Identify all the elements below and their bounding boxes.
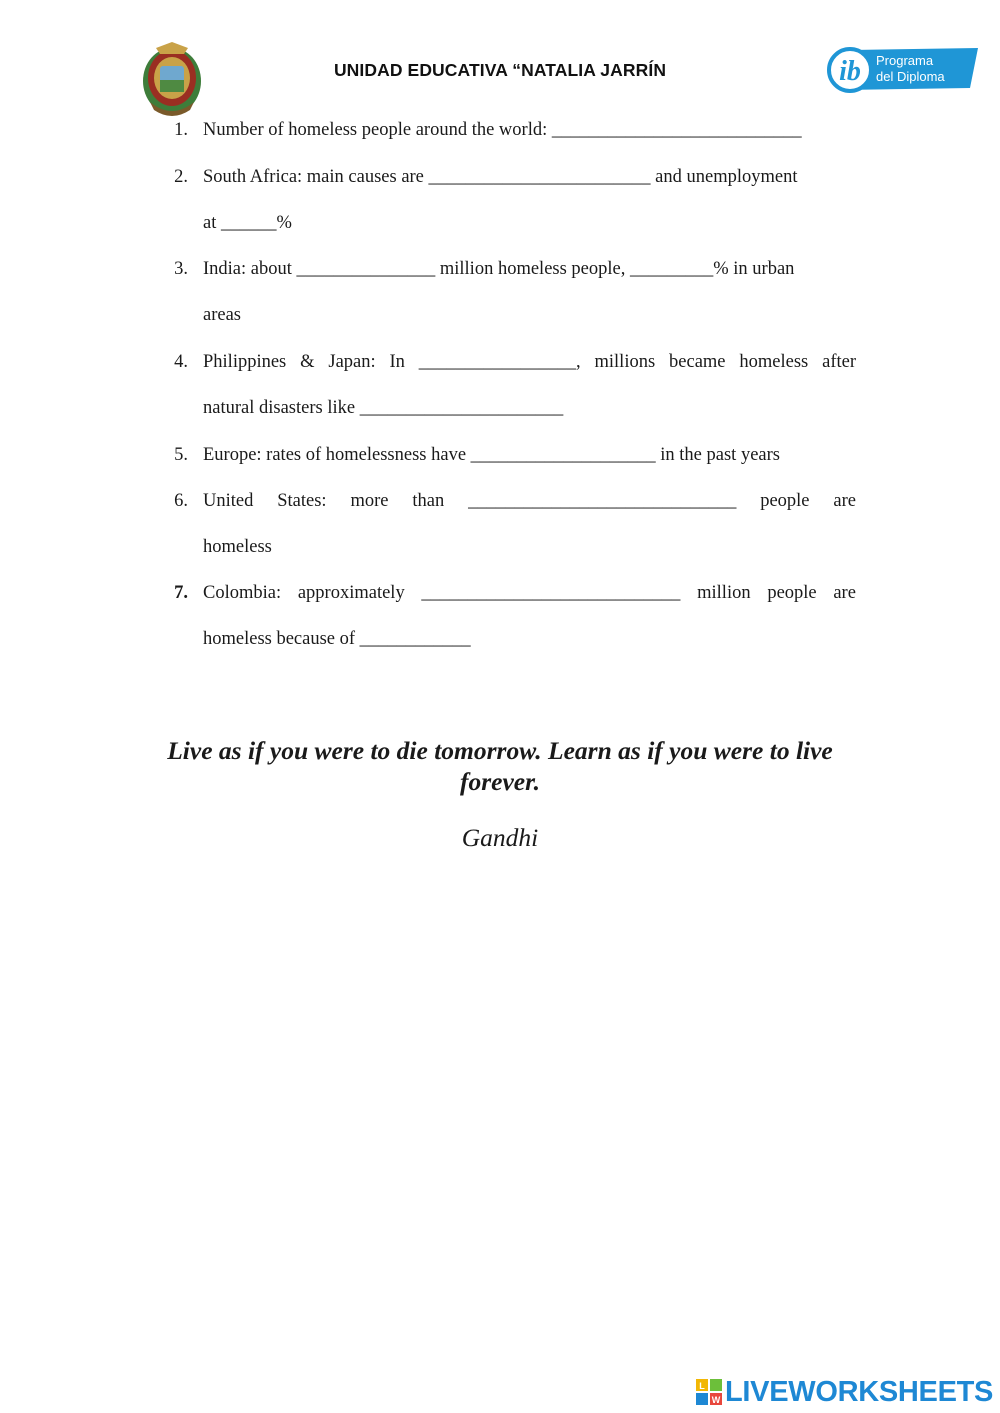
answer-blank: _____________________________ (468, 491, 737, 511)
liveworksheets-logo-icon (696, 1379, 722, 1405)
question-word: people (760, 491, 810, 511)
question-word: United (203, 491, 254, 511)
question-word: million (697, 583, 751, 603)
question-line (203, 581, 856, 605)
question-number: 1. (174, 120, 188, 140)
question-word: than (412, 491, 445, 511)
question-word: Japan: (328, 352, 376, 372)
question-number: 2. (174, 167, 188, 187)
question-word: States: (277, 491, 327, 511)
question-line: homeless (203, 537, 272, 557)
question-word: people (767, 583, 817, 603)
question-number: 4. (174, 352, 188, 372)
question-line: homeless because of ____________ (203, 629, 471, 649)
question-word: In (389, 352, 405, 372)
question-line: South Africa: main causes are ________________________ and unemployment (203, 167, 798, 187)
question-number: 7. (174, 583, 188, 603)
question-word: Colombia: (203, 583, 282, 603)
question-word: became (669, 352, 726, 372)
svg-text:W: W (711, 1395, 721, 1405)
question-line (203, 489, 856, 513)
question-line: natural disasters like ______________________ (203, 398, 564, 418)
question-line: at ______% (203, 213, 292, 233)
quote-author: Gandhi (461, 823, 539, 852)
question-line: Number of homeless people around the world: ___________________________ (203, 120, 802, 140)
question-word: more (350, 491, 389, 511)
question-word: are (833, 491, 856, 511)
question-line: Europe: rates of homelessness have ____________________ in the past years (203, 445, 780, 465)
answer-blank: _________________, (418, 352, 581, 372)
ib-diploma-programme-logo (824, 44, 980, 94)
liveworksheets-brand-text: LIVEWORKSHEETS (725, 1375, 994, 1408)
question-word: approximately (297, 583, 405, 603)
ib-logo-line2: del Diploma (876, 69, 945, 84)
question-word: after (822, 352, 856, 372)
question-line (203, 350, 856, 374)
question-word: Philippines (203, 352, 287, 372)
question-number: 6. (174, 491, 188, 511)
question-line: India: about _______________ million homeless people, _________% in urban (203, 259, 795, 279)
question-number: 3. (174, 259, 188, 279)
quote-text: Live as if you were to die tomorrow. Learn as if you were to live forever. (167, 736, 833, 796)
answer-blank: ____________________________ (421, 583, 681, 603)
question-word: & (300, 352, 315, 372)
question-number: 5. (174, 445, 188, 465)
svg-text:L: L (699, 1381, 705, 1391)
question-line: areas (203, 305, 241, 325)
ib-logo-line1: Programa (876, 53, 934, 68)
question-word: are (833, 583, 856, 603)
question-word: millions (594, 352, 656, 372)
liveworksheets-brand (696, 1375, 993, 1409)
ib-mark-text: ib (839, 56, 861, 87)
question-word: homeless (739, 352, 809, 372)
school-name-heading: UNIDAD EDUCATIVA “NATALIA JARRÍN (333, 60, 667, 80)
